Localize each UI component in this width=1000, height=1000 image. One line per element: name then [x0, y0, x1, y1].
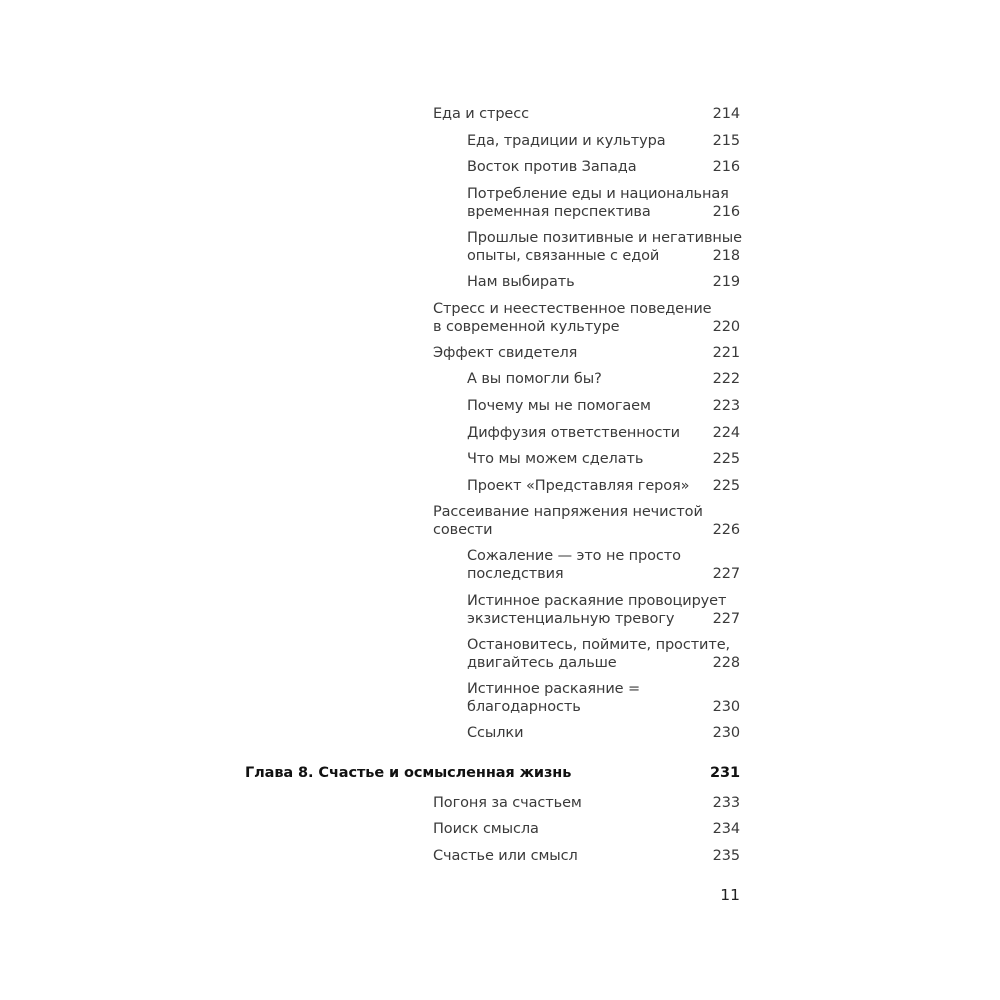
toc-entry-title-line2: двигайтесь дальше — [467, 655, 617, 671]
toc-entry-page: 215 — [712, 133, 740, 149]
toc-entry-title: Еда и стресс — [433, 106, 530, 122]
toc-entry-page: 219 — [712, 274, 740, 290]
toc-entry-page: 230 — [712, 699, 740, 715]
toc-entry-title-line2: экзистенциальную тревогу — [467, 611, 675, 627]
toc-entry-page: 216 — [712, 204, 740, 220]
toc-entry-title: Потребление еды и национальная — [467, 186, 729, 202]
toc-chapter-title: Глава 8. Счастье и осмысленная жизнь — [245, 765, 572, 781]
toc-entry-page: 224 — [712, 425, 740, 441]
toc-entry-subsection — [467, 450, 740, 468]
toc-entry-page: 227 — [712, 566, 740, 582]
toc-entry-title: Остановитесь, поймите, простите, — [467, 637, 731, 653]
toc-entry-page: 233 — [712, 795, 740, 811]
toc-entry-title: Почему мы не помогаем — [467, 398, 651, 414]
toc-entry-page: 221 — [712, 345, 740, 361]
toc-entry-subsection — [467, 185, 740, 221]
toc-entry-title: Диффузия ответственности — [467, 425, 680, 441]
toc-entry-page: 216 — [712, 159, 740, 175]
toc-entry-page: 235 — [712, 848, 740, 864]
toc-entry-section — [433, 847, 740, 865]
toc-entry-page: 225 — [712, 451, 740, 467]
toc-entry-subsection — [467, 724, 740, 742]
toc-entry-title: Погоня за счастьем — [433, 795, 582, 811]
toc-entry-title: Истинное раскаяние = — [467, 681, 641, 697]
toc-entry-subsection — [467, 592, 740, 628]
toc-entry-section — [433, 344, 740, 362]
toc-entry-title: Восток против Запада — [467, 159, 637, 175]
toc-entry-section — [433, 300, 740, 336]
toc-entry-page: 223 — [712, 398, 740, 414]
toc-entry-page: 227 — [712, 611, 740, 627]
toc-entry-subsection — [467, 680, 740, 716]
toc-entry-title: Поиск смысла — [433, 821, 539, 837]
toc-entry-subsection — [467, 397, 740, 415]
toc-entry-subsection — [467, 132, 740, 150]
toc-entry-title: А вы помогли бы? — [467, 371, 602, 387]
toc-entry-subsection — [467, 424, 740, 442]
toc-entry-page: 226 — [712, 522, 740, 538]
toc-entry-title: Прошлые позитивные и негативные — [467, 230, 742, 246]
toc-entry-title: Еда, традиции и культура — [467, 133, 666, 149]
toc-entry-title-line2: последствия — [467, 566, 564, 582]
toc-entry-title-line2: совести — [433, 522, 493, 538]
toc-entry-section — [433, 503, 740, 539]
toc-entry-subsection — [467, 636, 740, 672]
toc-entry-page: 214 — [712, 106, 740, 122]
toc-entry-page: 218 — [712, 248, 740, 264]
toc-entry-title: Счастье или смысл — [433, 848, 578, 864]
toc-entry-subsection — [467, 477, 740, 495]
toc-entry-page: 228 — [712, 655, 740, 671]
toc-entry-title-line2: временная перспектива — [467, 204, 651, 220]
page-number: 11 — [720, 886, 740, 904]
toc-entry-subsection — [467, 547, 740, 583]
toc-entry-page: 225 — [712, 478, 740, 494]
toc-entry-title: Стресс и неестественное поведение — [433, 301, 712, 317]
toc-entry-title: Рассеивание напряжения нечистой — [433, 504, 703, 520]
toc-entry-section — [433, 794, 740, 812]
toc-entry-page: 222 — [712, 371, 740, 387]
toc-entry-title: Эффект свидетеля — [433, 345, 578, 361]
toc-entry-title: Истинное раскаяние провоцирует — [467, 593, 727, 609]
toc-entry-page: 231 — [710, 765, 740, 781]
toc-entry-page: 220 — [712, 319, 740, 335]
toc-entry-section — [433, 105, 740, 123]
toc-entry-page: 234 — [712, 821, 740, 837]
toc-entry-title: Нам выбирать — [467, 274, 575, 290]
toc-entry-title-line2: опыты, связанные с едой — [467, 248, 660, 264]
toc-entry-subsection — [467, 158, 740, 176]
toc-entry-title: Сожаление — это не просто — [467, 548, 681, 564]
toc-entry-title: Проект «Представляя героя» — [467, 478, 690, 494]
toc-entry-title: Что мы можем сделать — [467, 451, 644, 467]
toc-entry-section — [433, 820, 740, 838]
toc-entry-subsection — [467, 370, 740, 388]
toc-entry-chapter — [245, 764, 740, 782]
toc-entry-subsection — [467, 273, 740, 291]
toc-entry-title-line2: в современной культуре — [433, 319, 620, 335]
toc-entry-title: Ссылки — [467, 725, 524, 741]
toc-entry-page: 230 — [712, 725, 740, 741]
toc-entry-subsection — [467, 229, 740, 265]
toc-entry-title-line2: благодарность — [467, 699, 581, 715]
